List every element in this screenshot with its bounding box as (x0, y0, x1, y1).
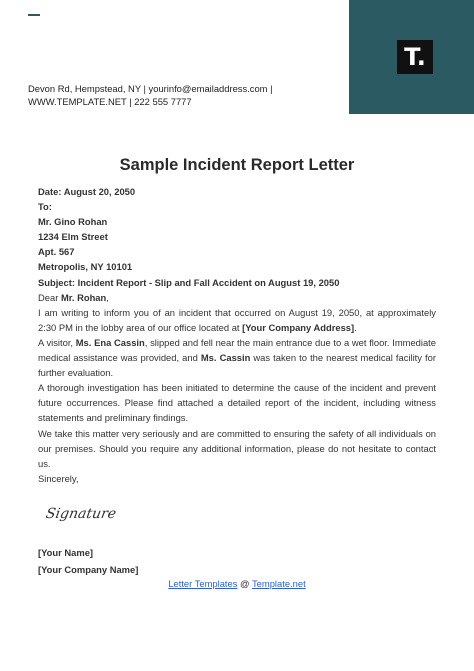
company-address-placeholder: [Your Company Address] (242, 321, 355, 333)
visitor-name: Ms. Ena Cassin (75, 336, 145, 348)
greeting-prefix: Dear (38, 291, 61, 303)
recipient-name: Mr. Gino Rohan (38, 216, 108, 228)
letter-templates-link[interactable]: Letter Templates (168, 578, 238, 589)
paragraph-3: A thorough investigation has been initiated to determine the cause of the incident and prevent future occurrences. Please find attached a detailed report of the incident, including witness statements and preliminary findings. (38, 382, 436, 424)
p1-text: I am writing to inform you of an incident that occurred on August 19, 2050, at approximately 2:30 PM in the lobby area of our office located at (38, 306, 436, 333)
visitor-name-short: Ms. Cassin (200, 352, 251, 364)
p2-text-c: was taken to the nearest medical facility for further evaluation. (38, 352, 436, 379)
recipient-apt: Apt. 567 (38, 246, 75, 258)
sender-company: [Your Company Name] (38, 564, 139, 575)
contact-info (28, 82, 273, 108)
contact-line-2: WWW.TEMPLATE.NET | 222 555 7777 (28, 96, 192, 107)
p1-end: . (354, 321, 357, 333)
template-credit (0, 578, 474, 589)
letter-closing: Sincerely, (38, 472, 79, 484)
paragraph-2 (38, 335, 436, 380)
recipient-city: Metropolis, NY 10101 (38, 261, 133, 273)
greeting-name: Mr. Rohan (60, 291, 107, 303)
credit-separator: @ (237, 578, 252, 589)
letter-subject: Subject: Incident Report - Slip and Fall Accident on August 19, 2050 (38, 276, 340, 288)
letter-body (38, 184, 436, 486)
sender-block (38, 544, 138, 578)
letter-to-label: To: (38, 201, 52, 213)
template-net-link[interactable]: Template.net (252, 578, 306, 589)
page-title: Sample Incident Report Letter (119, 156, 355, 174)
recipient-street: 1234 Elm Street (38, 231, 108, 243)
template-logo: T. (397, 40, 433, 74)
letter-date: Date: August 20, 2050 (38, 186, 136, 197)
p2-text-a: A visitor, (38, 336, 76, 348)
paragraph-1 (38, 305, 436, 335)
paragraph-4: We take this matter very seriously and are committed to ensuring the safety of all individuals on our premises. Should you require any additional information, please do not hesitate to contact us. (38, 427, 436, 469)
contact-line-1: Devon Rd, Hempstead, NY | yourinfo@emailaddress.com | (28, 83, 273, 94)
letter-greeting (38, 290, 436, 305)
greeting-suffix: , (106, 291, 109, 303)
sender-name: [Your Name] (38, 547, 94, 558)
signature: Signature (44, 506, 118, 522)
p2-text-b: , slipped and fell near the main entrance due to a wet floor. Immediate medical assistance was provided, and (38, 336, 437, 364)
accent-line (28, 14, 40, 16)
